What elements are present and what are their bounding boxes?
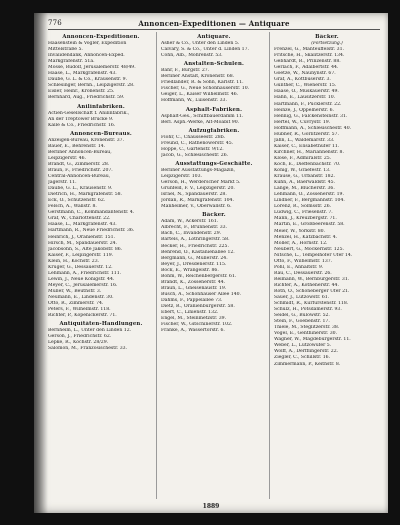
- directory-entry: Bach, C., Invalidenstr. 29.: [161, 231, 222, 237]
- directory-column: [161, 32, 270, 499]
- directory-entry: Otto, F., Wilhelmstr. 137.: [274, 258, 333, 264]
- directory-entry: Reimann, W., Bernburgerstr. 31.: [274, 276, 350, 282]
- directory-entry: Anzeigen-Bureau, Kronenstr. 37.: [48, 137, 125, 143]
- directory-entry: Fritsche, H., Skalitzerstr. 134.: [274, 53, 345, 59]
- directory-entry: Jahn, L., Waldemarstr. 33.: [274, 137, 335, 143]
- directory-entry: Brandt, G., Zimmerstr. 28.: [48, 161, 110, 167]
- directory-entry: Fischer, G., Neue Schönhauserstr. 10.: [161, 86, 250, 92]
- directory-entry: Flohr, C., Chausseestr. 28b.: [161, 134, 226, 140]
- directory-entry: Hertel, W., Cuvrystr. 19.: [274, 119, 331, 125]
- directory-entry: Braun, F., Friedrichstr. 207.: [48, 167, 113, 173]
- directory-entry: Richter, A., Köthenerstr. 44.: [274, 282, 339, 288]
- directory-entry: Fischer, W., Gitschinerstr. 102.: [161, 322, 233, 328]
- directory-entry: Koch, E., Dieffenbachstr. 70.: [274, 161, 341, 167]
- section-heading: Bäcker.: [202, 212, 226, 219]
- directory-entry: Gerstmann, C., Kommandantenstr. 4.: [48, 210, 135, 216]
- directory-entry: Krause, G., Urbanstr. 182.: [274, 174, 335, 180]
- directory-page: [34, 13, 388, 513]
- directory-entry: Mosse, Rudolf, Jerusalemerstr. 48/49.: [48, 65, 136, 71]
- running-header: [48, 18, 380, 30]
- directory-entry: Otto, R., Zimmerstr. 74.: [48, 301, 104, 307]
- running-title: Annoncen-Expeditionen — Antiquare: [138, 19, 290, 28]
- directory-entry: Eck, O., Schützenstr. 62.: [48, 198, 106, 204]
- directory-entry: Behrend, O., Kastanienallee 12.: [161, 249, 235, 255]
- directory-entry: Haase, O., Muskauerstr. 49.: [274, 89, 339, 95]
- directory-column: [48, 32, 157, 499]
- directory-entry: Klose, F., Admiralstr. 25.: [274, 155, 332, 161]
- directory-entry: Leipzigerstr. 46.: [48, 155, 87, 161]
- directory-entry: Heinze, J., Oppelnerstr. 6.: [274, 107, 334, 113]
- directory-entry: Möller, A., Hornstr. 12.: [274, 240, 328, 246]
- directory-entry: Stein, F., Goebenstr. 17.: [274, 319, 330, 325]
- directory-entry: Dahms, F., Pappelallee 73.: [161, 297, 223, 303]
- directory-entry: Müller, W., Beuthstr. 3.: [48, 288, 102, 294]
- directory-entry: Schlesinger, Bernh., Leipzigerstr. 28.: [48, 83, 135, 89]
- directory-entry: Hartmann, R., Neue Friedrichstr. 36.: [48, 228, 135, 234]
- directory-entry: Krüger, G., Dessauerstr. 12.: [48, 264, 113, 270]
- directory-entry: Nitsche, L., Tempelhofer Ufer 14.: [274, 252, 353, 258]
- section-heading: Ausstattungs-Geschäfte.: [175, 160, 253, 167]
- directory-entry: Dietrich, H., Markgrafenstr. 58.: [48, 192, 123, 198]
- directory-entry: Bock, E., Wrangelstr. 86.: [161, 267, 219, 273]
- directory-entry: Leipzigerstr. 103.: [161, 173, 202, 179]
- directory-entry: Lorenz, R., Solmsstr. 26.: [274, 204, 332, 210]
- directory-entry: Gerson, H., Werderscher Markt 5.: [161, 180, 241, 186]
- directory-entry: Friedländer, R. & Sohn, Karlstr. 11.: [161, 80, 244, 86]
- footer-year: 1889: [202, 503, 220, 510]
- directory-entry: Meyer, C., Jerusalemerstr. 16.: [48, 282, 118, 288]
- section-heading: Anilinfabriken.: [77, 103, 125, 110]
- directory-entry: Gerlach, F., Adalbertstr. 44.: [274, 65, 339, 71]
- directory-entry: Heinrich, J., Oranienstr. 151.: [48, 234, 115, 240]
- directory-entry: Engel, M., Steinmetzstr. 39.: [161, 316, 227, 322]
- directory-entry: Bernheim, L., Unter den Linden 12.: [48, 328, 132, 334]
- directory-entry: Jordan, R., Markgrafenstr. 104.: [161, 198, 234, 204]
- directory-entry: Kühn, A., Baerwaldstr. 45.: [274, 180, 336, 186]
- directory-entry: Klein, H., Kochstr. 23.: [48, 258, 100, 264]
- directory-entry: Wagner, W., Magdeburgerstr. 11.: [274, 337, 351, 343]
- directory-entry: Meier, W., Yorkstr. 80.: [274, 228, 326, 234]
- directory-entry: Rau, C., Dessauerstr. 26.: [274, 270, 332, 276]
- directory-entry: Sauer, J., Lützowstr. 61.: [274, 295, 330, 301]
- directory-entry: Ziegler, C., Schillstr. 16.: [274, 355, 331, 361]
- directory-entry: Bernhard, Aug., Friedrichstr. 59.: [48, 95, 125, 101]
- section-heading: Aufzugfabriken.: [188, 127, 240, 134]
- directory-entry: Roth, O., Schöneberger Ufer 21.: [274, 288, 350, 294]
- directory-entry: Bartels, A., Lothringerstr. 58.: [161, 237, 230, 243]
- directory-entry: Günther, C., Wienerstr. 15.: [274, 83, 337, 89]
- directory-entry: Calvary, S. & Co., Unter d. Linden 17.: [161, 47, 249, 53]
- directory-entry: Goetze, W., Naunynstr. 67.: [274, 71, 336, 77]
- page-number: 776: [48, 19, 62, 27]
- directory-entry: Martin, E., Großbeerenstr. 58.: [274, 222, 345, 228]
- directory-entry: Salomon, M., Französischestr. 33.: [48, 346, 128, 352]
- directory-entry: Ebert, C., Linienstr. 132.: [161, 310, 219, 316]
- directory-entry: Neubert, G., Möckernstr. 125.: [274, 246, 344, 252]
- section-heading: Antiquitäten-Handlungen.: [59, 321, 143, 328]
- directory-entry: Geiger, L., Kaiser Wilhelmstr. 46.: [161, 92, 239, 98]
- directory-entry: Bahr, F., Burgstr. 27.: [161, 68, 210, 74]
- directory-entry: Lepke, R., Kochstr. 28/29.: [48, 340, 109, 346]
- directory-entry: Cohn, Alb., Mohrenstr. 53.: [161, 53, 223, 59]
- directory-entry: Adam, W., Ackerstr. 161.: [161, 219, 219, 225]
- section-heading: Asphalt-Fabriken.: [185, 106, 243, 113]
- directory-entry: Hübner, R., Görlitzerstr. 57.: [274, 131, 339, 137]
- directory-entry: Kalle & Co., Friedrichstr. 16.: [48, 122, 116, 128]
- directory-entry: Busch, A., Schönhauser Allee 140.: [161, 291, 242, 297]
- directory-entry: Böhm, W., Reichenbergerstr. 61.: [161, 273, 237, 279]
- directory-entry: Zimmermann, P., Keithstr. 8.: [274, 361, 341, 367]
- directory-entry: Berl. Asph.-Werke, Alt-Moabit 90.: [161, 119, 240, 125]
- section-heading: Annoncen-Expeditionen.: [62, 34, 140, 40]
- directory-entry: Neumann, E., Lindenstr. 30.: [48, 294, 114, 300]
- directory-entry: Hennig, G., Falckensteinstr. 31.: [274, 113, 348, 119]
- directory-entry: Grünfeld, F. V., Leipzigerstr. 20.: [161, 186, 235, 192]
- section-heading: Annoncen-Bureaus.: [70, 130, 132, 137]
- directory-entry: Hoffmann, A., Schlesischestr. 40.: [274, 125, 352, 131]
- directory-entry: Kirchner, H., Mariannenstr. 8.: [274, 149, 344, 155]
- directory-entry: Invalidendank, Annoncen-Exped.: [48, 53, 125, 59]
- directory-entry: Seidel, G., Bülowstr. 52.: [274, 313, 330, 319]
- directory-entry: Jägerstr. 11.: [48, 180, 77, 186]
- directory-entry: Israel, N., Spandauerstr. 28.: [161, 192, 227, 198]
- directory-entry: Dietz, R., Oranienburgerstr. 58.: [161, 303, 235, 309]
- section-heading: Antiquare.: [197, 34, 231, 40]
- directory-entry: Haase, L., Markgrafenstr. 43.: [48, 222, 117, 228]
- directory-entry: Manheimer, V., Oberwallstr. 6.: [161, 204, 232, 210]
- directory-entry: Hartmann, F., Pücklerstr. 22.: [274, 101, 342, 107]
- directory-entry: Franke, A., Wassertorstr. 6.: [161, 328, 225, 334]
- directory-column: [274, 32, 382, 499]
- directory-entry: Haase, L., Markgrafenstr. 43.: [48, 71, 117, 77]
- directory-entry: König, W., Graefestr. 13.: [274, 168, 331, 174]
- directory-entry: Schmidt, R., Kurfürstenstr. 118.: [274, 301, 349, 307]
- directory-entry: Kaiser, C., Elisabethufer 11.: [274, 143, 340, 149]
- directory-entry: Thiele, M., Steglitzerstr. 38.: [274, 325, 340, 331]
- directory-entry: Bauer, E., Behrenstr. 14.: [48, 143, 106, 149]
- directory-entry: Beyer, J., Dresdenerstr. 115.: [161, 261, 227, 267]
- directory-entry: Gebhardt, R., Prinzenstr. 88.: [274, 59, 341, 65]
- directory-entry: Wolff, A., Derfflingerstr. 22.: [274, 349, 339, 355]
- directory-entry: Albrecht, F., Brunnenstr. 33.: [161, 225, 228, 231]
- directory-entry: An der Treptower Brücke 9.: [48, 116, 114, 122]
- section-heading: Bäcker.: [315, 34, 339, 40]
- directory-entry: Lehmann, A., Friedrichstr. 111.: [48, 270, 122, 276]
- directory-columns: [48, 32, 382, 499]
- directory-entry: Braun, L., Gneisenaustr. 19.: [161, 285, 227, 291]
- directory-entry: Hahn, E., Lausitzerstr. 10.: [274, 95, 336, 101]
- directory-entry: Graf, A., Kottbuserstr. 3.: [274, 77, 331, 83]
- directory-entry: Hirsch, M., Spandauerstr. 24.: [48, 240, 118, 246]
- directory-entry: Hoffmann, W., Luisenstr. 33.: [161, 98, 227, 104]
- directory-entry: Berliner Annoncen-Bureau,: [48, 149, 112, 155]
- directory-entry: Brandt, K., Zossenerstr. 44.: [161, 279, 226, 285]
- directory-entry: Menzel, H., Katzbachstr. 4.: [274, 234, 338, 240]
- directory-entry: Central-Annoncen-Bureau,: [48, 174, 111, 180]
- directory-entry: Kaiser, F., Leipzigerstr. 119.: [48, 252, 114, 258]
- directory-entry: Ludwig, C., Friesenstr. 7.: [274, 210, 333, 216]
- directory-entry: Bergmann, G., Müllerstr. 24.: [161, 255, 228, 261]
- directory-entry: Frenzel, G., Manteuffelstr. 31.: [274, 47, 344, 53]
- directory-entry: Mann, J., Kreuzbergstr. 71.: [274, 216, 337, 222]
- section-subheading: (Fortsetzung.): [311, 41, 343, 47]
- directory-entry: Peters, F., Wilhelmstr. 118.: [48, 307, 111, 313]
- directory-entry: Vogel, E., Genthinerstr. 30.: [274, 331, 338, 337]
- section-heading: Anstalten-Schulen.: [183, 61, 245, 68]
- directory-entry: Schulz, H., Potsdamerstr. 93.: [274, 307, 342, 313]
- directory-entry: Lindner, F., Bergmannstr. 104.: [274, 198, 345, 204]
- directory-entry: Haasenstein & Vogler, Expedition: [48, 41, 127, 47]
- directory-entry: Mittelstraße 5.: [48, 47, 83, 53]
- directory-entry: Asphalt-Ges., Schiffbauerdamm 11.: [161, 113, 244, 119]
- directory-entry: Jacob, G., Schlesischestr. 26.: [161, 152, 229, 158]
- directory-entry: Weber, L., Lützowufer 5.: [274, 343, 332, 349]
- directory-entry: Lange, M., Blücherstr. 36.: [274, 186, 335, 192]
- directory-entry: Actien-Gesellschaft f. Anilinfabrik.,: [48, 110, 130, 116]
- directory-entry: Pohl, E., Anhaltstr. 9.: [274, 264, 324, 270]
- directory-entry: Berliner Anstalt, Kronenstr. 68.: [161, 74, 235, 80]
- directory-entry: Asher & Co., Unter den Linden 5.: [161, 41, 240, 47]
- directory-entry: Lehmann, O., Zossenerstr. 19.: [274, 192, 344, 198]
- directory-entry: Graf, W., Charlottenstr. 22.: [48, 216, 111, 222]
- directory-entry: Gerson, J., Friedrichstr. 62.: [48, 334, 112, 340]
- directory-entry: Freund, C., Rathenowerstr. 45.: [161, 140, 234, 146]
- directory-entry: Markgrafenstr. 51a.: [48, 59, 95, 65]
- directory-entry: Jacobsohn, S., Alte Jakobstr. 86.: [48, 246, 123, 252]
- directory-entry: Daube, G. L. & Co., Krausenstr. 9.: [48, 77, 128, 83]
- directory-entry: Daube, G. L., Krausenstr. 9.: [48, 186, 113, 192]
- directory-entry: Felsch, A., Wallstr. 8.: [48, 204, 97, 210]
- directory-entry: Eisler, Heinr., Kronenstr. 25.: [48, 89, 115, 95]
- directory-entry: Lewin, J., Neue Königstr. 44.: [48, 276, 115, 282]
- directory-entry: Hoppe, C., Gartenstr. 9/12.: [161, 146, 224, 152]
- directory-entry: Becker, H., Friedrichstr. 225.: [161, 243, 229, 249]
- directory-entry: Richter, P., Köpenickerstr. 71.: [48, 313, 117, 319]
- directory-entry: Berliner Ausstattungs-Magazin,: [161, 167, 236, 173]
